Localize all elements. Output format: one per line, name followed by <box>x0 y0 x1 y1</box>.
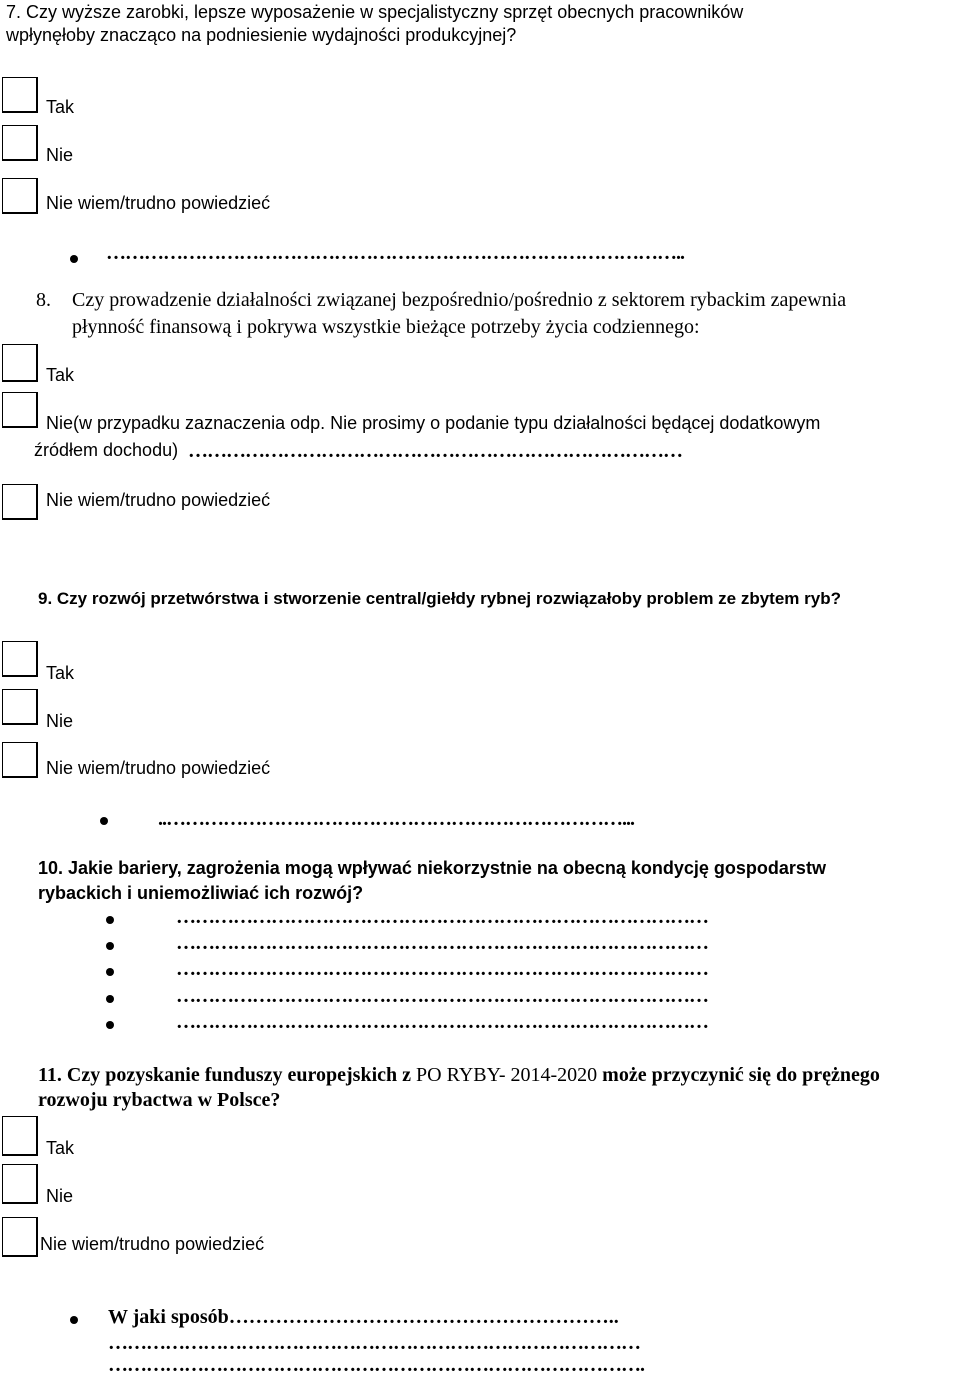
q10-answer-blank[interactable]: ………………………………………………………………………… <box>176 1011 708 1033</box>
q7-answer-bullet <box>70 255 78 263</box>
q11-checkbox-tak[interactable] <box>2 1116 38 1156</box>
q9-option-nie-wiem: Nie wiem/trudno powiedzieć <box>46 758 271 778</box>
q10-answer-blank[interactable]: ………………………………………………………………………… <box>176 958 708 980</box>
q9-answer-blank[interactable]: ..………………………………………………………………... <box>158 808 634 830</box>
q8-number: 8. <box>36 289 51 311</box>
q10-question-line1: 10. Jakie bariery, zagrożenia mogą wpływać niekorzystnie na obecną kondycję gospodarstw <box>38 858 826 878</box>
q10-bullet <box>106 942 114 950</box>
q9-checkbox-nie[interactable] <box>2 689 38 725</box>
q7-answer-blank[interactable]: ……………………………………………………………………………….. <box>106 242 684 264</box>
q11-question-line2: rozwoju rybactwa w Polsce? <box>38 1089 281 1111</box>
q11-question-line1 <box>38 1064 880 1087</box>
q9-checkbox-tak[interactable] <box>2 641 38 677</box>
q10-question-line2: rybackich i uniemożliwiać ich rozwój? <box>38 883 364 903</box>
q7-checkbox-nie-wiem[interactable] <box>2 178 38 214</box>
q8-checkbox-nie[interactable] <box>2 392 38 428</box>
q10-answer-blank[interactable]: ………………………………………………………………………… <box>176 932 708 954</box>
q11-text-part2: może przyczynić się do prężnego <box>602 1064 880 1086</box>
q11-text-part1: Czy pozyskanie funduszy europejskich z <box>66 1064 412 1086</box>
q8-source-blank[interactable]: …………………………………………………………………… <box>188 440 682 462</box>
q7-option-tak: Tak <box>46 97 75 117</box>
q9-option-nie: Nie <box>46 711 74 731</box>
q11-how-label[interactable]: W jaki sposób………………………………………………….. <box>108 1306 619 1328</box>
q9-question: 9. Czy rozwój przetwórstwa i stworzenie central/giełdy rybnej rozwiązałoby problem ze zbytem ryb? <box>38 589 841 608</box>
q11-how-bullet <box>70 1316 78 1324</box>
q9-checkbox-nie-wiem[interactable] <box>2 742 38 778</box>
q10-bullet <box>106 916 114 924</box>
q11-program-name: PO RYBY- 2014-2020 <box>416 1064 598 1086</box>
q7-checkbox-nie[interactable] <box>2 125 38 161</box>
q11-checkbox-nie-wiem[interactable] <box>2 1217 38 1257</box>
q11-option-tak: Tak <box>46 1138 75 1158</box>
q8-question-line2: płynność finansową i pokrywa wszystkie bieżące potrzeby życia codziennego: <box>72 316 700 338</box>
q11-option-nie-wiem: Nie wiem/trudno powiedzieć <box>40 1234 265 1254</box>
q10-answer-blank[interactable]: ………………………………………………………………………… <box>176 985 708 1007</box>
q8-option-tak: Tak <box>46 365 75 385</box>
q8-checkbox-nie-wiem[interactable] <box>2 484 38 520</box>
q11-number: 11. <box>38 1064 62 1086</box>
q11-answer-blank[interactable]: ………………………………………………………………………… <box>108 1332 640 1354</box>
q10-bullet <box>106 968 114 976</box>
q7-question-line2: wpłynęłoby znacząco na podniesienie wydajności produkcyjnej? <box>6 25 517 45</box>
q10-bullet <box>106 1021 114 1029</box>
q8-option-nie: Nie(w przypadku zaznaczenia odp. Nie prosimy o podanie typu działalności będącej dodatkowym <box>46 413 821 433</box>
q10-answer-blank[interactable]: ………………………………………………………………………… <box>176 906 708 928</box>
q7-question-line1: 7. Czy wyższe zarobki, lepsze wyposażenie w specjalistyczny sprzęt obecnych pracowników <box>6 2 744 22</box>
q11-answer-blank[interactable]: …………………………………………………………………………. <box>108 1354 644 1376</box>
q9-answer-bullet <box>100 817 108 825</box>
q7-checkbox-tak[interactable] <box>2 77 38 113</box>
q8-option-nie-wiem: Nie wiem/trudno powiedzieć <box>46 490 271 510</box>
q10-bullet <box>106 995 114 1003</box>
q8-question-line1: Czy prowadzenie działalności związanej bezpośrednio/pośrednio z sektorem rybackim zapewnia <box>72 289 847 311</box>
q8-checkbox-tak[interactable] <box>2 344 38 382</box>
q11-checkbox-nie[interactable] <box>2 1164 38 1204</box>
q8-option-nie-continued: źródłem dochodu) <box>34 440 179 460</box>
q7-option-nie: Nie <box>46 145 74 165</box>
q9-option-tak: Tak <box>46 663 75 683</box>
q11-option-nie: Nie <box>46 1186 74 1206</box>
q7-option-nie-wiem: Nie wiem/trudno powiedzieć <box>46 193 271 213</box>
